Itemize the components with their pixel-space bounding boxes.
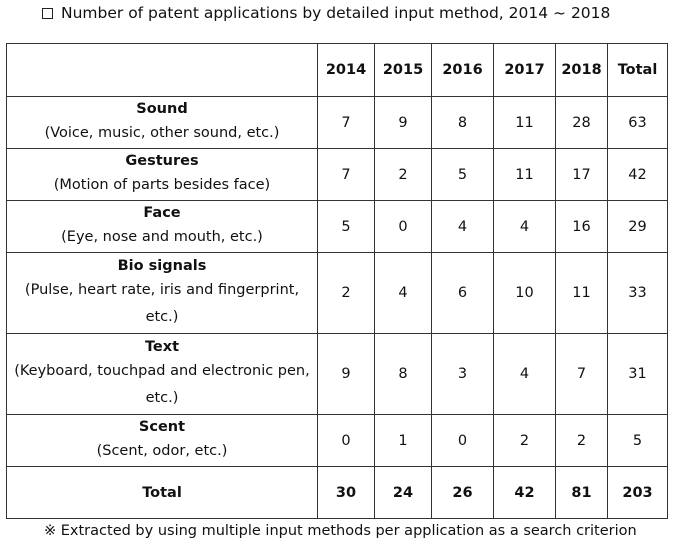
cell-value: 10	[494, 253, 556, 334]
cell-value: 11	[494, 149, 556, 201]
cell-value: 11	[556, 253, 608, 334]
cell-value: 4	[375, 253, 432, 334]
cell-value: 1	[375, 415, 432, 467]
cell-value: 7	[318, 149, 375, 201]
cell-value: 8	[432, 97, 494, 149]
footnote: ※ Extracted by using multiple input methods per application as a search criterion	[44, 523, 637, 539]
cell-value: 16	[556, 201, 608, 253]
category-desc: (Keyboard, touchpad and electronic pen, etc.)	[14, 363, 310, 406]
row-label	[7, 149, 318, 201]
header-total: Total	[608, 44, 668, 97]
cell-value: 2	[318, 253, 375, 334]
cell-total: 29	[608, 201, 668, 253]
cell-value: 4	[494, 201, 556, 253]
category-name: Scent	[138, 419, 186, 435]
cell-value: 3	[432, 334, 494, 415]
total-value: 26	[432, 467, 494, 519]
cell-total: 31	[608, 334, 668, 415]
row-label	[7, 201, 318, 253]
cell-value: 0	[375, 201, 432, 253]
cell-value: 5	[432, 149, 494, 201]
total-value: 30	[318, 467, 375, 519]
category-desc: (Pulse, heart rate, iris and fingerprint, etc.)	[24, 282, 300, 325]
category-name: Bio signals	[117, 258, 207, 274]
table-row	[7, 334, 668, 415]
cell-value: 9	[318, 334, 375, 415]
cell-value: 8	[375, 334, 432, 415]
row-label	[7, 253, 318, 334]
cell-total: 63	[608, 97, 668, 149]
header-row	[7, 44, 668, 97]
header-2018: 2018	[556, 44, 608, 97]
total-value: 81	[556, 467, 608, 519]
cell-total: 5	[608, 415, 668, 467]
cell-value: 5	[318, 201, 375, 253]
cell-value: 4	[494, 334, 556, 415]
row-label	[7, 97, 318, 149]
cell-value: 17	[556, 149, 608, 201]
header-2017: 2017	[494, 44, 556, 97]
total-value: 24	[375, 467, 432, 519]
patent-applications-table	[6, 43, 668, 519]
cell-value: 2	[556, 415, 608, 467]
cell-value: 11	[494, 97, 556, 149]
category-desc: (Scent, odor, etc.)	[96, 443, 228, 459]
category-name: Sound	[136, 101, 188, 117]
cell-value: 2	[494, 415, 556, 467]
cell-value: 7	[318, 97, 375, 149]
cell-value: 4	[432, 201, 494, 253]
row-label	[7, 334, 318, 415]
total-value: 42	[494, 467, 556, 519]
category-name: Gestures	[125, 153, 199, 169]
total-row	[7, 467, 668, 519]
total-label: Total	[7, 467, 318, 519]
title-text: Number of patent applications by detailed input method, 2014 ~ 2018	[61, 4, 611, 22]
cell-value: 28	[556, 97, 608, 149]
category-name: Text	[144, 339, 180, 355]
table-row	[7, 415, 668, 467]
cell-total: 42	[608, 149, 668, 201]
cell-value: 9	[375, 97, 432, 149]
category-desc: (Voice, music, other sound, etc.)	[44, 125, 280, 141]
header-corner	[7, 44, 318, 97]
table-row	[7, 149, 668, 201]
header-2016: 2016	[432, 44, 494, 97]
table-row	[7, 201, 668, 253]
cell-value: 0	[318, 415, 375, 467]
header-2015: 2015	[375, 44, 432, 97]
cell-value: 2	[375, 149, 432, 201]
category-desc: (Motion of parts besides face)	[53, 177, 271, 193]
cell-value: 6	[432, 253, 494, 334]
category-desc: (Eye, nose and mouth, etc.)	[61, 229, 263, 245]
grand-total: 203	[608, 467, 668, 519]
header-2014: 2014	[318, 44, 375, 97]
cell-total: 33	[608, 253, 668, 334]
row-label	[7, 415, 318, 467]
table-title	[42, 4, 610, 22]
table-row	[7, 97, 668, 149]
table-row	[7, 253, 668, 334]
square-bullet-icon	[42, 8, 53, 19]
cell-value: 7	[556, 334, 608, 415]
cell-value: 0	[432, 415, 494, 467]
category-name: Face	[143, 205, 181, 221]
